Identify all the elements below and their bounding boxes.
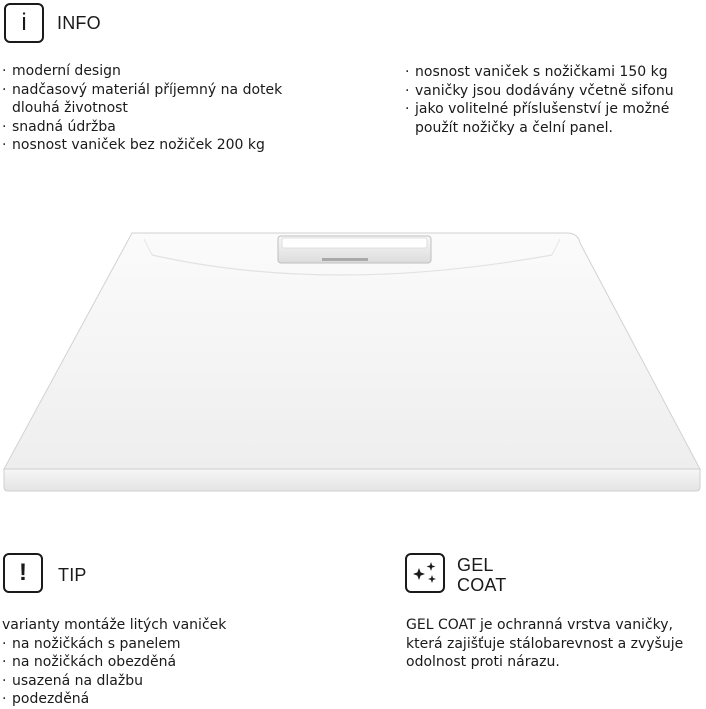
list-item-text: podezděná xyxy=(12,691,90,708)
list-item xyxy=(2,62,282,81)
list-item-text: snadná údržba xyxy=(12,118,116,135)
bullet-marker: · xyxy=(2,672,7,689)
info-feature-list-right xyxy=(405,63,674,137)
tip-lead-text: varianty montáže litých vaniček xyxy=(2,617,227,633)
exclamation-icon: ! xyxy=(3,553,43,593)
tip-mounting-list xyxy=(2,635,181,709)
list-item-text: nosnost vaniček bez nožiček 200 kg xyxy=(12,137,265,154)
list-item-text: dlouhá životnost xyxy=(12,100,128,117)
list-item-text: na nožičkách obezděná xyxy=(12,654,177,671)
list-item-text: na nožičkách s panelem xyxy=(12,635,181,652)
gelcoat-text-line: GEL COAT je ochranná vrstva vaničky, xyxy=(406,617,673,633)
sparkles-icon xyxy=(405,553,445,593)
gelcoat-heading-line1: GEL xyxy=(457,555,494,575)
bullet-marker: · xyxy=(2,691,7,708)
bullet-marker: · xyxy=(2,654,7,671)
list-item xyxy=(2,653,181,672)
list-item xyxy=(2,118,282,137)
list-item-text: usazená na dlažbu xyxy=(12,672,143,689)
list-item xyxy=(405,82,674,101)
list-item-text: nadčasový materiál příjemný na dotek xyxy=(12,81,283,98)
list-item-text: jako volitelné příslušenství je možné xyxy=(415,101,670,118)
list-item xyxy=(2,81,282,100)
list-item-text: vaničky jsou dodávány včetně sifonu xyxy=(415,82,674,99)
bullet-marker: · xyxy=(2,81,7,98)
info-icon: i xyxy=(4,3,44,43)
list-item xyxy=(2,690,181,709)
gelcoat-text-line: která zajišťuje stálobarevnost a zvyšuje xyxy=(406,635,684,652)
bullet-marker: · xyxy=(2,635,7,652)
list-item xyxy=(2,136,282,155)
gelcoat-description xyxy=(406,616,683,672)
bullet-marker: · xyxy=(405,101,410,118)
shower-tray-image xyxy=(0,225,706,497)
list-item-text: použít nožičky a čelní panel. xyxy=(415,119,613,136)
list-item xyxy=(405,119,674,138)
list-item xyxy=(2,635,181,654)
bullet-marker: · xyxy=(405,82,410,99)
list-item xyxy=(405,63,674,82)
bullet-marker: · xyxy=(2,63,7,79)
gelcoat-text-line: odolnost proti nárazu. xyxy=(406,654,560,671)
info-feature-list-left xyxy=(2,62,282,155)
list-item xyxy=(2,99,282,118)
bullet-marker: · xyxy=(405,64,410,80)
bullet-marker: · xyxy=(2,118,7,135)
tip-heading: TIP xyxy=(58,565,87,585)
list-item-text: nosnost vaniček s nožičkami 150 kg xyxy=(415,64,668,80)
list-item xyxy=(405,100,674,119)
info-heading: INFO xyxy=(57,13,101,33)
list-item-text: moderní design xyxy=(12,63,121,79)
bullet-marker: · xyxy=(2,137,7,154)
gelcoat-heading-line2: COAT xyxy=(457,575,507,595)
list-item xyxy=(2,672,181,691)
